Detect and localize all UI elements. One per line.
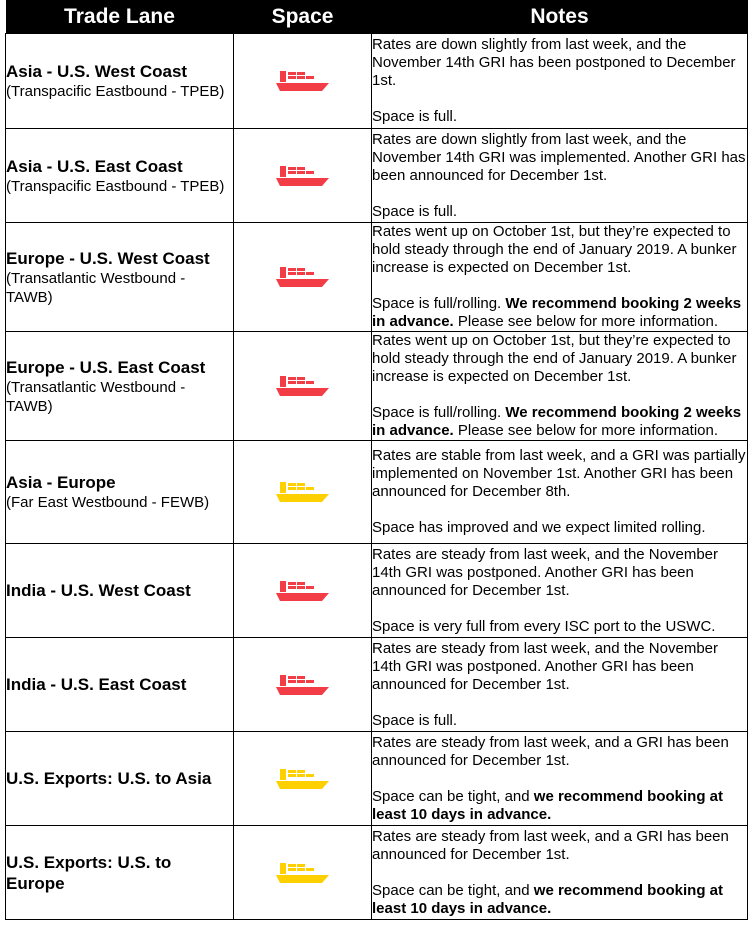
notes-cell — [372, 129, 748, 223]
trade-lane-cell — [6, 826, 234, 920]
table-row — [6, 441, 748, 544]
trade-lane-cell — [6, 638, 234, 732]
trade-lane-cell — [6, 34, 234, 129]
trade-lane-subtitle: (Transpacific Eastbound - TPEB) — [6, 83, 225, 100]
space-status-cell — [234, 638, 372, 732]
trade-lane-name: Europe - U.S. East Coast — [6, 357, 206, 377]
rates-note: Rates are steady from last week, and the November 14th GRI was postponed. Another GRI has been announced for December 1st. — [372, 639, 718, 693]
rates-note: Rates are steady from last week, and a GRI has been announced for December 1st. — [372, 733, 729, 769]
cargo-ship-icon — [275, 482, 330, 502]
space-status-cell — [234, 544, 372, 638]
trade-lane-subtitle: (Transatlantic Westbound - TAWB) — [6, 269, 186, 306]
trade-lane-name: U.S. Exports: U.S. to Europe — [6, 852, 172, 893]
notes-cell — [372, 638, 748, 732]
cargo-ship-icon — [275, 581, 330, 601]
space-note — [372, 203, 747, 221]
space-note-text: Space is full/rolling. — [372, 295, 506, 312]
space-note-text: Space is full. — [372, 711, 458, 729]
cargo-ship-icon — [275, 863, 330, 883]
cargo-ship-icon — [275, 267, 330, 287]
rates-note: Rates are down slightly from last week, and the November 14th GRI was implemented. Another GRI has been announced for December 1st. — [372, 130, 746, 184]
space-note-recommendation: we recommend booking at least 10 days in advance. — [372, 787, 723, 823]
trade-lane-cell — [6, 332, 234, 441]
table-row — [6, 826, 748, 920]
space-note-text: Space can be tight, and — [372, 787, 534, 805]
space-note — [372, 788, 747, 824]
space-note — [372, 882, 747, 918]
header-trade-lane: Trade Lane — [6, 0, 234, 34]
trade-lane-cell — [6, 732, 234, 826]
space-note — [372, 712, 747, 730]
trade-lane-cell — [6, 441, 234, 544]
space-status-cell — [234, 732, 372, 826]
space-status-cell — [234, 223, 372, 332]
rates-note: Rates are steady from last week, and a GRI has been announced for December 1st. — [372, 827, 729, 863]
space-status-cell — [234, 441, 372, 544]
space-note-text: Space is full/rolling. — [372, 404, 506, 421]
trade-lane-subtitle: (Transpacific Eastbound - TPEB) — [6, 177, 225, 195]
cargo-ship-icon — [275, 71, 330, 91]
table-body — [6, 34, 748, 920]
cargo-ship-icon — [275, 166, 330, 186]
header-space: Space — [234, 0, 372, 34]
space-note-text: Space is very full from every ISC port to the USWC. — [372, 617, 716, 635]
notes-cell — [372, 732, 748, 826]
trade-lane-name: India - U.S. West Coast — [6, 581, 191, 600]
trade-lane-table — [5, 0, 748, 920]
cargo-ship-icon — [275, 675, 330, 695]
table-row — [6, 129, 748, 223]
cargo-ship-icon — [275, 376, 330, 396]
trade-lane-subtitle: (Far East Westbound - FEWB) — [6, 494, 210, 511]
table-header-row — [6, 0, 748, 34]
table-row — [6, 638, 748, 732]
space-status-cell — [234, 129, 372, 223]
trade-lane-name: U.S. Exports: U.S. to Asia — [6, 769, 212, 788]
space-note — [372, 108, 747, 126]
trade-lane-name: Asia - Europe — [6, 473, 116, 492]
space-status-cell — [234, 34, 372, 129]
trade-lane-cell — [6, 223, 234, 332]
rates-note: Rates are stable from last week, and a GRI was partially implemented on November 1st. Another GRI has been announced for December 8th. — [372, 447, 746, 500]
cargo-ship-icon — [275, 769, 330, 789]
table-row — [6, 732, 748, 826]
trade-lane-cell — [6, 544, 234, 638]
trade-lane-name: Asia - U.S. West Coast — [6, 62, 188, 81]
space-note-tail: Please see below for more information. — [453, 422, 718, 439]
table-row — [6, 223, 748, 332]
notes-cell — [372, 544, 748, 638]
notes-cell — [372, 441, 748, 544]
space-note — [372, 519, 747, 537]
space-note-text: Space has improved and we expect limited rolling. — [372, 519, 706, 536]
rates-note: Rates are steady from last week, and the November 14th GRI was postponed. Another GRI has been announced for December 1st. — [372, 545, 718, 599]
trade-lane-name: Asia - U.S. East Coast — [6, 156, 183, 176]
space-note-text: Space is full. — [372, 108, 458, 125]
space-note-text: Space is full. — [372, 202, 458, 220]
notes-cell — [372, 826, 748, 920]
space-note-tail: Please see below for more information. — [453, 313, 718, 330]
space-note-recommendation: We recommend booking 2 weeks in advance. — [372, 295, 742, 330]
trade-lane-cell — [6, 129, 234, 223]
table-row — [6, 34, 748, 129]
space-note-recommendation: We recommend booking 2 weeks in advance. — [372, 404, 742, 439]
trade-lane-subtitle: (Transatlantic Westbound - TAWB) — [6, 378, 186, 415]
notes-cell — [372, 332, 748, 441]
space-status-cell — [234, 826, 372, 920]
space-note — [372, 618, 747, 636]
rates-note: Rates went up on October 1st, but they’re expected to hold steady through the end of January 2019. A bunker increase is expected on December 1st. — [372, 223, 737, 276]
space-note — [372, 404, 747, 440]
table-row — [6, 544, 748, 638]
rates-note: Rates are down slightly from last week, and the November 14th GRI has been postponed to December 1st. — [372, 36, 736, 89]
space-note — [372, 295, 747, 331]
table-row — [6, 332, 748, 441]
trade-lane-name: Europe - U.S. West Coast — [6, 248, 210, 268]
notes-cell — [372, 223, 748, 332]
notes-cell — [372, 34, 748, 129]
header-notes: Notes — [372, 0, 748, 34]
trade-lane-name: India - U.S. East Coast — [6, 675, 187, 694]
space-note-recommendation: we recommend booking at least 10 days in advance. — [372, 881, 723, 917]
rates-note: Rates went up on October 1st, but they’re expected to hold steady through the end of January 2019. A bunker increase is expected on December 1st. — [372, 332, 737, 385]
space-note-text: Space can be tight, and — [372, 881, 534, 899]
space-status-cell — [234, 332, 372, 441]
